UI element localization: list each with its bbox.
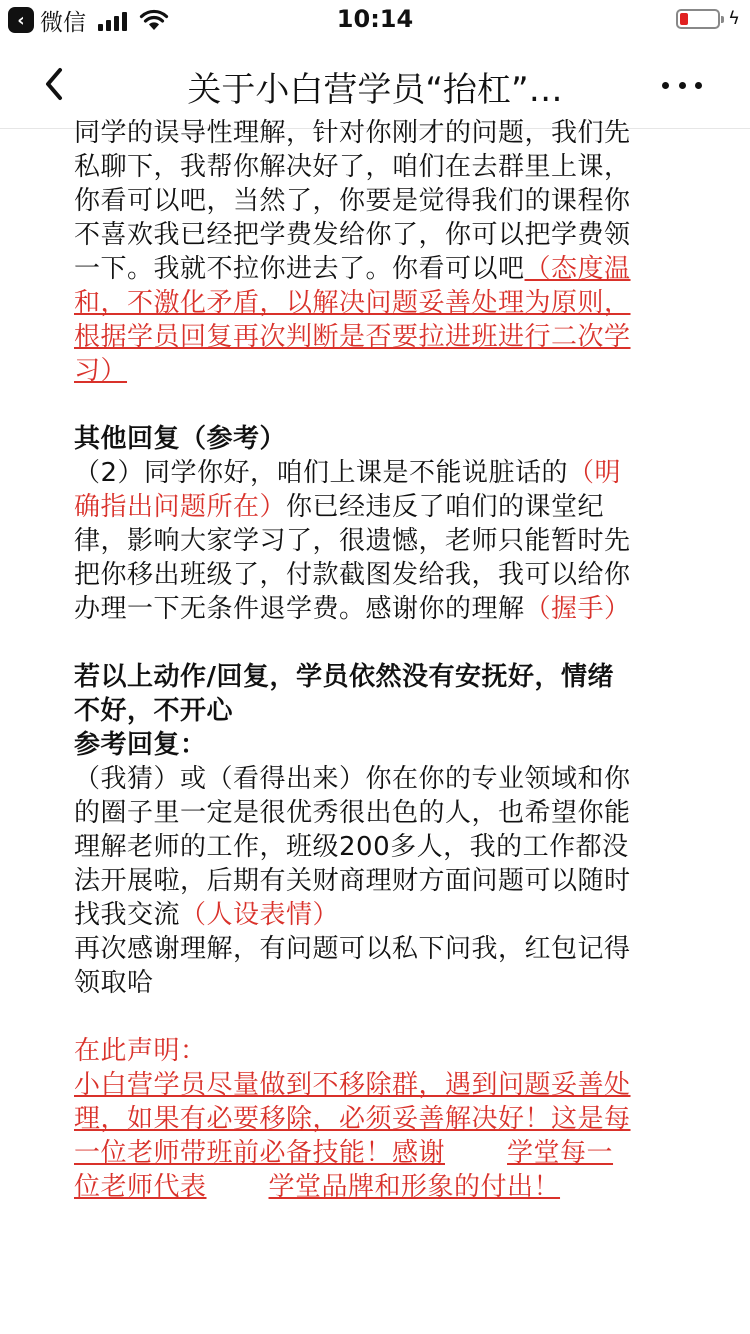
heading-other-replies: 其他回复（参考）	[74, 424, 287, 454]
paragraph-3	[74, 762, 634, 932]
chevron-left-icon	[36, 62, 76, 106]
redacted-mark	[207, 1174, 269, 1202]
back-to-app-icon[interactable]: ‹	[8, 7, 34, 33]
notice-text-b: 学堂每一位老师代表	[74, 1138, 614, 1202]
charging-icon: ϟ	[728, 8, 740, 29]
paragraph-2	[74, 456, 634, 626]
paragraph-2-text-a: （2）同学你好，咱们上课是不能说脏话的	[74, 458, 569, 488]
notice-text-a: 小白营学员尽量做到不移除群，遇到问题妥善处理，如果有必要移除，必须妥善解决好！这是每一位老师带班前必备技能！感谢	[74, 1070, 631, 1168]
page-title: 关于小白营学员“抬杠”…	[187, 70, 563, 110]
more-options-button[interactable]	[662, 70, 702, 100]
more-dots-icon	[662, 82, 669, 89]
battery-icon	[676, 9, 720, 29]
article-body	[74, 116, 634, 1334]
paragraph-1-note: （态度温和，不激化矛盾，以解决问题妥善处理为原则，根据学员回复再次判断是否要拉进班进行二次学习）	[74, 254, 631, 386]
paragraph-2-text-b: 你已经违反了咱们的课堂纪律，影响大家学习了，很遗憾，老师只能暂时先把你移出班级了，付款截图发给我，我可以给你办理一下无条件退学费。感谢你的理解	[74, 492, 631, 624]
paragraph-1-text: 同学的误导性理解，针对你刚才的问题，我们先私聊下，我帮你解决好了，咱们在去群里上课，你看可以吧，当然了，你要是觉得我们的课程你不喜欢我已经把学费发给你了，你可以把学费领一下。我就不拉你进去了。你看可以吧	[74, 118, 631, 284]
redacted-mark	[445, 1140, 507, 1168]
notice-body	[74, 1068, 634, 1204]
back-to-app-label[interactable]: 微信	[40, 9, 86, 36]
notice-title: 在此声明：	[74, 1036, 207, 1066]
paragraph-3-note: （人设表情）	[180, 900, 340, 930]
back-button[interactable]	[36, 62, 76, 106]
paragraph-2-note-1: （明确指出问题所在）	[74, 458, 622, 522]
heading-if-unresolved: 若以上动作/回复，学员依然没有安抚好，情绪不好，不开心	[74, 662, 614, 726]
battery-level	[680, 13, 688, 25]
status-bar	[0, 0, 750, 40]
paragraph-2-note-2: （握手）	[524, 594, 631, 624]
heading-reference-reply: 参考回复：	[74, 730, 207, 760]
paragraph-4: 再次感谢理解，有问题可以私下问我，红包记得领取哈	[74, 934, 631, 998]
status-time: 10:14	[336, 5, 414, 33]
paragraph-1	[74, 116, 634, 388]
notice-text-c: 学堂品牌和形象的付出！	[268, 1172, 561, 1202]
paragraph-3-text: （我猜）或（看得出来）你在你的专业领域和你的圈子里一定是很优秀很出色的人，也希望你能理解老师的工作，班级200多人，我的工作都没法开展啦，后期有关财商理财方面问题可以随时找我交流	[74, 764, 631, 930]
